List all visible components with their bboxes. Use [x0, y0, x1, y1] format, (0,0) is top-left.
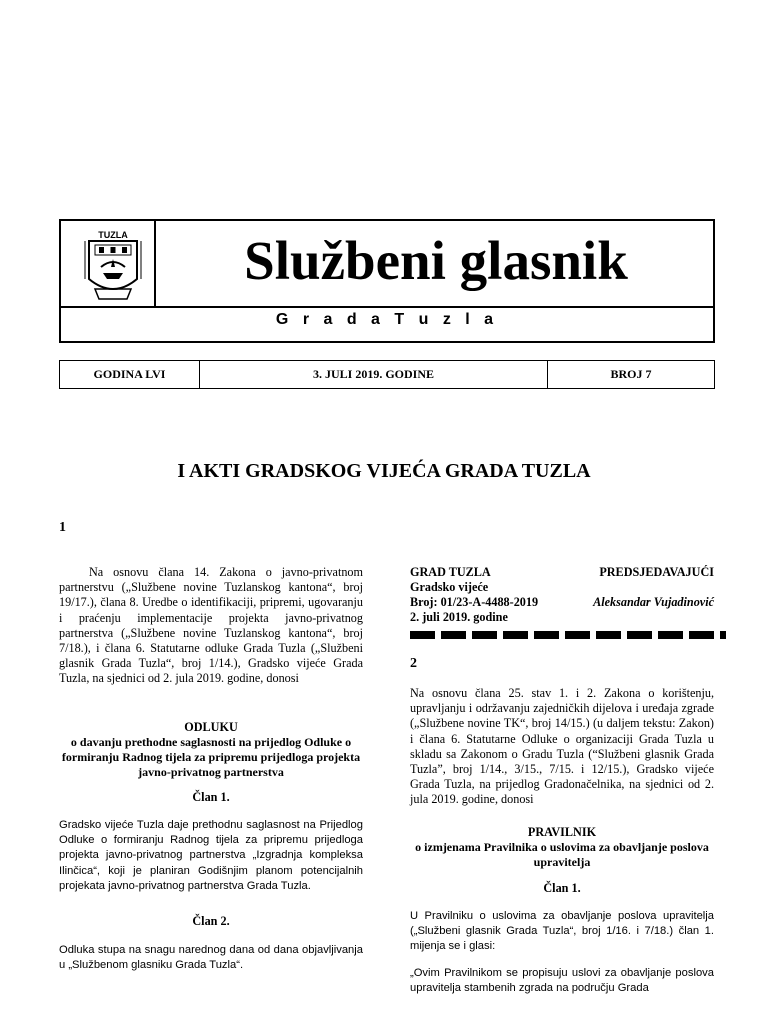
coat-of-arms-icon [81, 227, 145, 303]
doc2-subheading: o izmjenama Pravilnika o uslovima za obavljanje poslova upravitelja [415, 840, 709, 869]
doc2-heading-block [410, 825, 714, 870]
date-cell: 3. JULI 2019. GODINE [200, 361, 548, 388]
doc1-subheading: o davanju prethodne saglasnosti na prijedlog Odluke o formiranju Radnog tijela za pripremu prijedloga projekta javno-privatnog partnerstva [61, 735, 361, 779]
doc1-preamble [59, 565, 363, 687]
masthead [59, 219, 715, 343]
signature-city: GRAD TUZLA [410, 565, 491, 579]
year-cell: GODINA LVI [60, 361, 200, 388]
section-title: I AKTI GRADSKOG VIJEĆA GRADA TUZLA [177, 460, 591, 482]
doc1-heading-block [59, 720, 363, 780]
doc2-heading: PRAVILNIK [527, 825, 597, 839]
signature-block [410, 565, 714, 625]
document-number: 2 [410, 656, 417, 671]
logo-text: TUZLA [98, 230, 128, 240]
doc2-article1-title: Član 1. [543, 881, 581, 895]
document-number: 1 [59, 520, 66, 535]
masthead-top [61, 221, 713, 308]
signature-role: PREDSJEDAVAJUĆI [599, 565, 714, 579]
doc2-article1-text: U Pravilniku o uslovima za obavljanje poslova upravitelja („Službeni glasnik Grada Tuzla“, broj 1/16. i 7/18.) član 1. mijenja se i glasi: [410, 910, 714, 953]
publication-title: Službeni glasnik [244, 230, 628, 291]
issue-info-bar [59, 360, 715, 389]
doc1-article1-title: Član 1. [192, 790, 230, 804]
issue-cell: BROJ 7 [610, 367, 652, 381]
signature-name: Aleksandar Vujadinović [593, 595, 714, 609]
signature-date: 2. juli 2019. godine [410, 610, 508, 624]
signature-council: Gradsko vijeće [410, 580, 489, 594]
doc2-quote-text: „Ovim Pravilnikom se propisuju uslovi za obavljanje poslova upravitelja stambenih zgrada na području Grada [410, 967, 714, 995]
doc1-preamble-text: Na osnovu člana 14. Zakona o javno-privatnom partnerstvu („Službene novine Tuzlanskog kantona“, broj 19/17.), člana 8. Uredbe o identifikaciji, pripremi, ugovaranju i praćenju implementacije projekta javno-privatnog partnerstva („Službene novine Tuzlanskog kantona“, broj 7/18.), i člana 6. Statutarne odluke Grada Tuzla („Službeni glasnik Grada Tuzla“, broj 1/14.), Gradsko vijeće Grada Tuzla, na sjednici od 2. jula 2019. godine, donosi [59, 565, 363, 686]
publication-subtitle: G r a d a T u z l a [275, 311, 499, 328]
doc1-article1-text: Gradsko vijeće Tuzla daje prethodnu saglasnost na Prijedlog Odluke o formiranju Radnog tijela za pripremu prijedloga projekta javno-privatnog partnerstva „Izgradnja kompleksa Ilinčica“, koji je planiran Godišnjim planom potencijalnih projekata javno-privatnog partnerstva Grada Tuzla. [59, 819, 363, 892]
doc2-preamble [410, 686, 714, 808]
doc1-heading: ODLUKU [184, 720, 238, 734]
doc2-preamble-text: Na osnovu člana 25. stav 1. i 2. Zakona o korištenju, upravljanju i održavanju zajedničkih dijelova i uređaja zgrade („Službene novine TK“, broj 14/15.) (u daljem tekstu: Zakon) i člana 6. Statutarne Odluke o organizaciji Grada Tuzla u skladu sa Zakonom o Gradu Tuzla (“Službeni glasnik Grada Tuzla”, broj 1/14., 3/15., 7/15. i 12/15.), Gradsko vijeće Grada Tuzla, na prijedlog Gradonačelnika, na sjednici od 2. jula 2019. godine, donosi [410, 686, 714, 807]
doc1-article2-text: Odluka stupa na snagu narednog dana od dana objavljivanja u „Službenom glasniku Grada Tuzla“. [59, 944, 363, 972]
separator-dashes [410, 631, 726, 639]
signature-number: Broj: 01/23-A-4488-2019 [410, 595, 539, 609]
doc1-article2-title: Član 2. [192, 914, 230, 928]
